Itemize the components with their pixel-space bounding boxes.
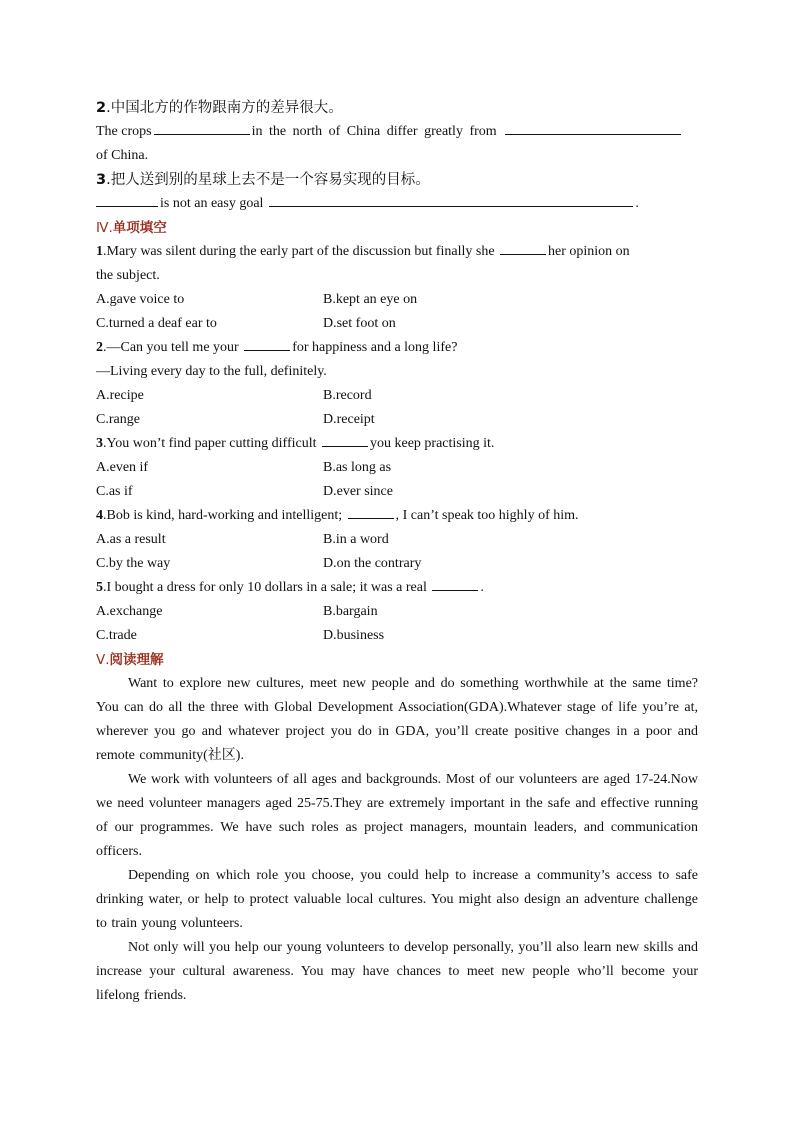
mcq-4-options-row	[96, 528, 698, 552]
option-a[interactable]: A.gave voice to	[96, 292, 185, 307]
answer-blank[interactable]	[96, 192, 158, 207]
option-b[interactable]: B.kept an eye on	[323, 292, 418, 307]
answer-blank[interactable]	[269, 192, 633, 207]
mcq-1-options-row	[96, 288, 698, 312]
answer-blank[interactable]	[244, 336, 290, 351]
reading-paragraph-2: We work with volunteers of all ages and backgrounds. Most of our volunteers are aged 17-24.Now we need volunteer managers aged 25-75.They are extremely important in the safe and effective running of our programmes. We have such roles as project managers, mountain leaders, and communication officers.	[96, 772, 698, 859]
mcq-3-options-row	[96, 480, 698, 504]
option-c[interactable]: C.as if	[96, 484, 133, 499]
section-heading-v: Ⅴ.阅读理解	[96, 652, 164, 668]
option-c[interactable]: C.turned a deaf ear to	[96, 316, 217, 331]
translation-q2-prompt: 2.中国北方的作物跟南方的差异很大。	[96, 100, 343, 116]
reading-paragraph-4: Not only will you help our young volunteers to develop personally, you’ll also learn new skills and increase your cultural awareness. You may have chances to meet new people who’ll become your lifelong friends.	[96, 940, 698, 1003]
translation-q2-continuation: of China.	[96, 148, 149, 163]
mcq-1-stem: 1.Mary was silent during the early part of the discussion but finally she her opinion on	[96, 240, 698, 264]
option-b[interactable]: B.in a word	[323, 532, 389, 547]
answer-blank[interactable]	[348, 504, 394, 519]
option-a[interactable]: A.recipe	[96, 388, 144, 403]
mcq-2-options-row	[96, 384, 698, 408]
mcq-2-options-row	[96, 408, 698, 432]
reading-paragraph-1: Want to explore new cultures, meet new people and do something worthwhile at the same time? You can do all the three with Global Development Association(GDA).Whatever stage of life you’re at, wherever you go and whatever project you do in GDA, you’ll create positive changes in a poor and remote community(社区).	[96, 676, 698, 763]
answer-blank[interactable]	[322, 432, 368, 447]
option-a[interactable]: A.exchange	[96, 604, 163, 619]
mcq-1-stem-continuation: the subject.	[96, 268, 160, 283]
option-b[interactable]: B.bargain	[323, 604, 378, 619]
reading-paragraph-3: Depending on which role you choose, you could help to increase a community’s access to safe drinking water, or help to protect valuable local cultures. You might also design an adventure challenge to train young volunteers.	[96, 868, 698, 931]
option-d[interactable]: D.on the contrary	[323, 556, 422, 571]
option-d[interactable]: D.receipt	[323, 412, 375, 427]
option-a[interactable]: A.even if	[96, 460, 149, 475]
option-c[interactable]: C.range	[96, 412, 140, 427]
translation-q3-answer-line: is not an easy goal .	[96, 192, 698, 216]
option-c[interactable]: C.trade	[96, 628, 137, 643]
mcq-4-options-row	[96, 552, 698, 576]
mcq-1-options-row	[96, 312, 698, 336]
answer-blank[interactable]	[432, 576, 478, 591]
mcq-3-options-row	[96, 456, 698, 480]
option-b[interactable]: B.as long as	[323, 460, 392, 475]
translation-q3-prompt: 3.把人送到别的星球上去不是一个容易实现的目标。	[96, 172, 430, 188]
mcq-5-options-row	[96, 600, 698, 624]
mcq-4-stem: 4.Bob is kind, hard-working and intelligent; , I can’t speak too highly of him.	[96, 504, 698, 528]
section-heading-iv: Ⅳ.单项填空	[96, 220, 167, 236]
option-b[interactable]: B.record	[323, 388, 372, 403]
mcq-5-stem: 5.I bought a dress for only 10 dollars in a sale; it was a real .	[96, 576, 698, 600]
translation-q2-answer-line: The crops in the north of China differ greatly from	[96, 120, 698, 144]
answer-blank[interactable]	[154, 120, 250, 135]
mcq-2-stem-continuation: —Living every day to the full, definitely.	[96, 364, 327, 379]
mcq-2-stem: 2.—Can you tell me your for happiness and a long life?	[96, 336, 698, 360]
option-d[interactable]: D.ever since	[323, 484, 393, 499]
option-d[interactable]: D.set foot on	[323, 316, 396, 331]
worksheet-page	[96, 96, 698, 1008]
mcq-5-options-row	[96, 624, 698, 648]
option-d[interactable]: D.business	[323, 628, 385, 643]
mcq-3-stem: 3.You won’t find paper cutting difficult you keep practising it.	[96, 432, 698, 456]
answer-blank[interactable]	[500, 240, 546, 255]
option-c[interactable]: C.by the way	[96, 556, 171, 571]
option-a[interactable]: A.as a result	[96, 532, 166, 547]
answer-blank[interactable]	[505, 120, 681, 135]
